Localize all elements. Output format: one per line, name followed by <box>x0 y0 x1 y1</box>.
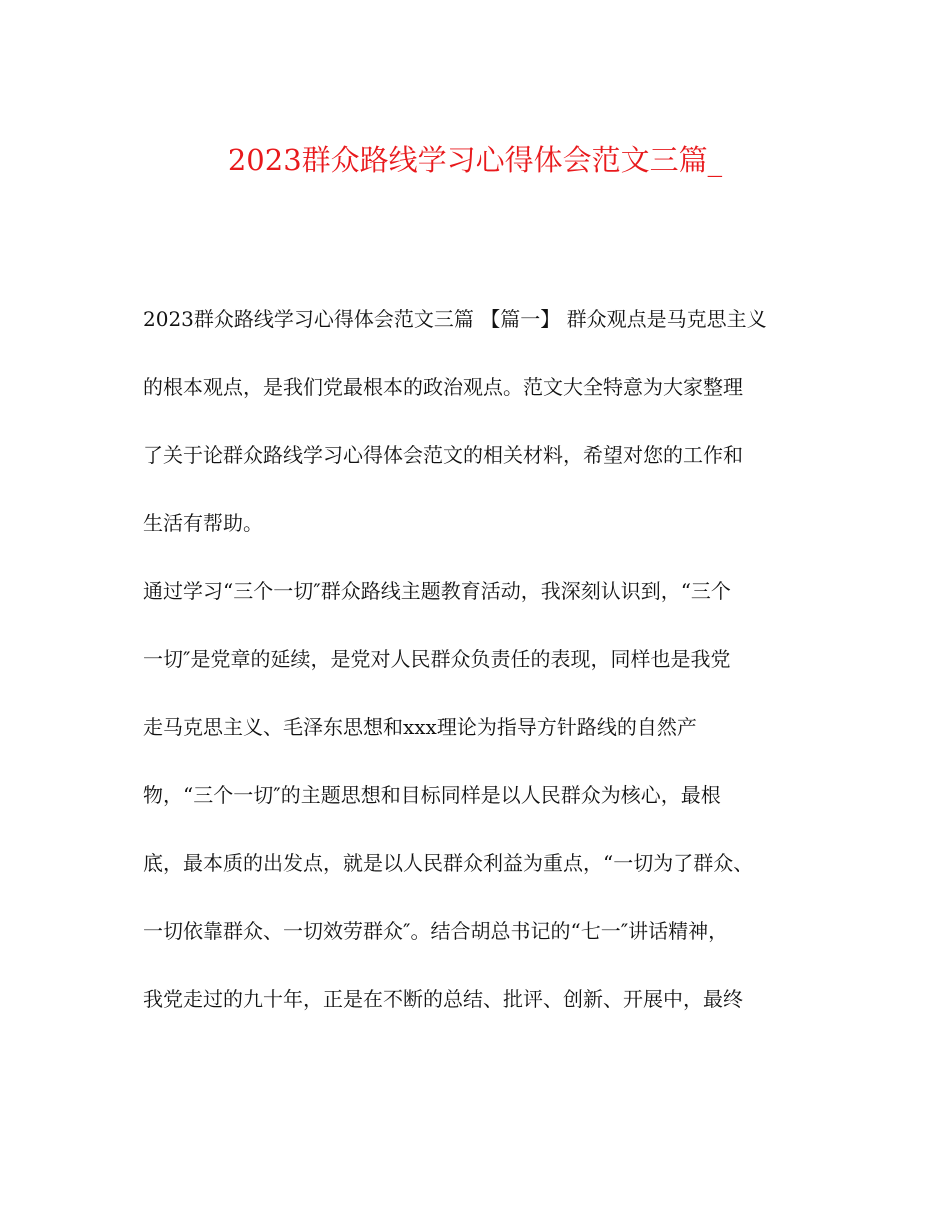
body-line: 底，最本质的出发点，就是以人民群众利益为重点，“一切为了群众、 <box>143 851 754 875</box>
document-title: 2023群众路线学习心得体会范文三篇_ <box>227 143 723 177</box>
body-line: 物，“三个一切″的主题思想和目标同样是以人民群众为核心，最根 <box>143 783 721 807</box>
body-line: 了关于论群众路线学习心得体会范文的相关材料，希望对您的工作和 <box>143 443 743 467</box>
body-line: 生活有帮助。 <box>143 511 263 535</box>
body-line: 一切″是党章的延续，是党对人民群众负责任的表现，同样也是我党 <box>143 647 731 671</box>
body-line: 我党走过的九十年，正是在不断的总结、批评、创新、开展中，最终 <box>143 987 743 1011</box>
body-line: 的根本观点，是我们党最根本的政治观点。范文大全特意为大家整理 <box>143 375 743 399</box>
body-line: 一切依靠群众、一切效劳群众″。结合胡总书记的“七一″讲话精神， <box>143 919 729 943</box>
body-line: 2023群众路线学习心得体会范文三篇 【篇一】 群众观点是马克思主义 <box>143 307 767 331</box>
document-body <box>143 296 823 1044</box>
body-line: 走马克思主义、毛泽东思想和xxx理论为指导方针路线的自然产 <box>143 715 697 739</box>
body-line: 通过学习“三个一切″群众路线主题教育活动，我深刻认识到，“三个 <box>143 579 731 603</box>
